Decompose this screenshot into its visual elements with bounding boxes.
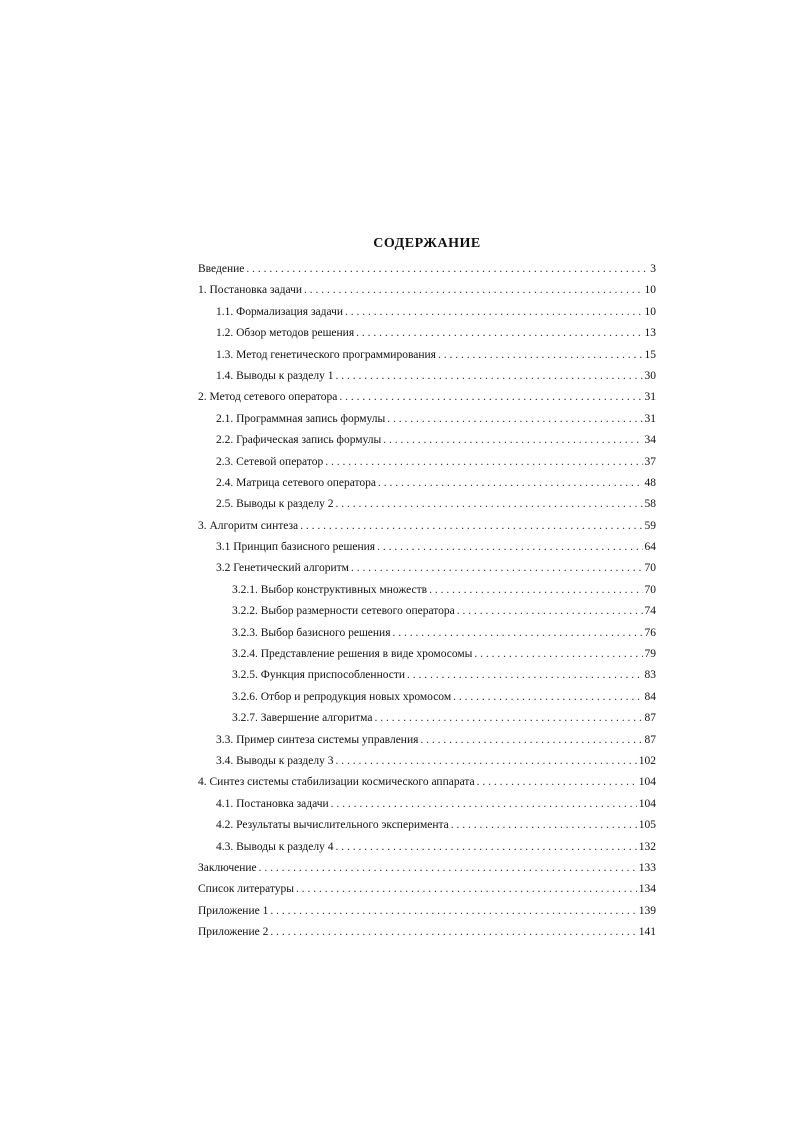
toc-dot-leader bbox=[331, 794, 637, 815]
toc-entry-label: 3.2.1. Выбор конструктивных множеств bbox=[232, 583, 428, 596]
toc-entry bbox=[198, 601, 656, 622]
toc-entry bbox=[198, 259, 656, 280]
toc-entry-page-number: 102 bbox=[638, 754, 656, 767]
toc-entry-page-number: 48 bbox=[644, 476, 656, 489]
toc-entry bbox=[198, 708, 656, 729]
toc-entry bbox=[198, 387, 656, 408]
toc-entry bbox=[198, 323, 656, 344]
toc-dot-leader bbox=[246, 259, 648, 280]
toc-entry-label: 3.4. Выводы к разделу 3 bbox=[216, 754, 334, 767]
toc-entry-page-number: 59 bbox=[644, 519, 656, 532]
toc-dot-leader bbox=[351, 558, 643, 579]
toc-entry-page-number: 104 bbox=[638, 776, 656, 789]
toc-dot-leader bbox=[474, 644, 642, 665]
toc-entry bbox=[198, 452, 656, 473]
toc-title: СОДЕРЖАНИЕ bbox=[373, 236, 481, 251]
toc-entry bbox=[198, 409, 656, 430]
toc-dot-leader bbox=[383, 430, 642, 451]
toc-entry bbox=[198, 815, 656, 836]
toc-dot-leader bbox=[374, 708, 642, 729]
toc-entry-page-number: 87 bbox=[644, 712, 656, 725]
toc-entry-page-number: 31 bbox=[644, 412, 656, 425]
toc-entry-page-number: 30 bbox=[644, 369, 656, 382]
toc-entry-label: Приложение 2 bbox=[198, 926, 269, 939]
toc-entry bbox=[198, 730, 656, 751]
toc-entry bbox=[198, 794, 656, 815]
toc-dot-leader bbox=[304, 280, 642, 301]
toc-dot-leader bbox=[335, 751, 636, 772]
toc-entry-page-number: 37 bbox=[644, 455, 656, 468]
toc-entry-page-number: 3 bbox=[650, 263, 656, 275]
toc-entry-label: 1.2. Обзор методов решения bbox=[216, 327, 355, 340]
toc-entry bbox=[198, 901, 656, 922]
toc-entry-page-number: 83 bbox=[644, 669, 656, 682]
toc-entry-page-number: 105 bbox=[638, 819, 656, 832]
toc-entry-page-number: 104 bbox=[638, 797, 656, 810]
toc-entry bbox=[198, 430, 656, 451]
toc-entry-page-number: 31 bbox=[644, 391, 656, 404]
toc-dot-leader bbox=[300, 516, 642, 537]
toc-entry bbox=[198, 665, 656, 686]
toc-entry bbox=[198, 537, 656, 558]
toc-entry-label: 3.2.3. Выбор базисного решения bbox=[232, 626, 391, 639]
toc-entry-label: Приложение 1 bbox=[198, 904, 269, 917]
toc-dot-leader bbox=[345, 302, 642, 323]
toc-entry-label: 2.2. Графическая запись формулы bbox=[216, 434, 382, 447]
toc-entry bbox=[198, 879, 656, 900]
toc-entry-label: 4.3. Выводы к разделу 4 bbox=[216, 840, 334, 853]
toc-dot-leader bbox=[393, 623, 643, 644]
toc-entry-page-number: 76 bbox=[644, 626, 656, 639]
toc-entry-label: 4. Синтез системы стабилизации космического аппарата bbox=[198, 776, 475, 789]
toc-entry-page-number: 133 bbox=[638, 861, 656, 874]
toc-dot-leader bbox=[457, 601, 643, 622]
toc-entry-label: 4.1. Постановка задачи bbox=[216, 797, 329, 810]
toc-entry bbox=[198, 516, 656, 537]
toc-entry-page-number: 64 bbox=[644, 541, 656, 554]
toc-entry-label: 3.1 Принцип базисного решения bbox=[216, 541, 376, 554]
toc-dot-leader bbox=[270, 901, 636, 922]
toc-entry bbox=[198, 558, 656, 579]
toc-entry-page-number: 79 bbox=[644, 648, 656, 661]
toc-entry bbox=[198, 473, 656, 494]
toc-entry-page-number: 70 bbox=[644, 583, 656, 596]
toc-dot-leader bbox=[377, 537, 642, 558]
toc-entry-page-number: 141 bbox=[638, 926, 656, 939]
toc-entry-label: 3.2.4. Представление решения в виде хромосомы bbox=[232, 648, 473, 661]
table-of-contents bbox=[198, 259, 656, 944]
toc-entry bbox=[198, 751, 656, 772]
toc-entry-page-number: 70 bbox=[644, 562, 656, 575]
toc-entry-label: 3.2.5. Функция приспособленности bbox=[232, 669, 406, 682]
toc-entry-label: 2.5. Выводы к разделу 2 bbox=[216, 498, 334, 511]
toc-dot-leader bbox=[270, 922, 636, 943]
toc-entry bbox=[198, 687, 656, 708]
toc-dot-leader bbox=[335, 494, 642, 515]
toc-entry-label: 3.2.6. Отбор и репродукция новых хромосом bbox=[232, 690, 452, 703]
toc-entry bbox=[198, 366, 656, 387]
toc-dot-leader bbox=[296, 879, 637, 900]
toc-entry-page-number: 58 bbox=[644, 498, 656, 511]
toc-dot-leader bbox=[356, 323, 642, 344]
toc-entry-page-number: 10 bbox=[644, 284, 656, 297]
toc-entry-page-number: 10 bbox=[644, 305, 656, 318]
toc-dot-leader bbox=[438, 345, 643, 366]
toc-dot-leader bbox=[420, 730, 642, 751]
toc-entry-label: 3.3. Пример синтеза системы управления bbox=[216, 733, 419, 746]
toc-dot-leader bbox=[407, 665, 642, 686]
toc-entry-page-number: 134 bbox=[638, 883, 656, 896]
toc-entry-label: 2.3. Сетевой оператор bbox=[216, 455, 324, 468]
toc-entry-label: 1.1. Формализация задачи bbox=[216, 305, 344, 318]
toc-entry-label: Заключение bbox=[198, 861, 257, 874]
toc-entry bbox=[198, 837, 656, 858]
toc-entry-page-number: 15 bbox=[644, 348, 656, 361]
toc-entry-page-number: 84 bbox=[644, 690, 656, 703]
toc-entry-page-number: 132 bbox=[638, 840, 656, 853]
toc-dot-leader bbox=[259, 858, 637, 879]
toc-dot-leader bbox=[429, 580, 642, 601]
toc-entry bbox=[198, 302, 656, 323]
toc-dot-leader bbox=[453, 687, 642, 708]
toc-entry-label: Список литературы bbox=[198, 883, 294, 896]
toc-entry-label: 2. Метод сетевого оператора bbox=[198, 391, 338, 404]
toc-entry-page-number: 139 bbox=[638, 904, 656, 917]
toc-entry bbox=[198, 345, 656, 366]
toc-entry bbox=[198, 644, 656, 665]
toc-entry-page-number: 13 bbox=[644, 327, 656, 340]
toc-dot-leader bbox=[325, 452, 642, 473]
toc-entry-label: 3.2.2. Выбор размерности сетевого оператора bbox=[232, 605, 455, 618]
toc-entry-label: 2.4. Матрица сетевого оператора bbox=[216, 476, 377, 489]
toc-entry-page-number: 74 bbox=[644, 605, 656, 618]
toc-entry-label: 3.2 Генетический алгоритм bbox=[216, 562, 349, 575]
toc-dot-leader bbox=[378, 473, 642, 494]
toc-dot-leader bbox=[339, 387, 642, 408]
toc-dot-leader bbox=[477, 772, 637, 793]
toc-entry-label: 1.3. Метод генетического программирования bbox=[216, 348, 436, 361]
toc-entry-label: 4.2. Результаты вычислительного эксперимента bbox=[216, 819, 449, 832]
toc-entry-page-number: 87 bbox=[644, 733, 656, 746]
toc-entry bbox=[198, 858, 656, 879]
toc-entry-label: 2.1. Программная запись формулы bbox=[216, 412, 386, 425]
toc-entry bbox=[198, 580, 656, 601]
toc-entry bbox=[198, 623, 656, 644]
toc-entry-label: 3. Алгоритм синтеза bbox=[198, 519, 299, 532]
toc-dot-leader bbox=[451, 815, 637, 836]
toc-entry-label: 3.2.7. Завершение алгоритма bbox=[232, 712, 373, 725]
toc-entry bbox=[198, 922, 656, 943]
toc-entry-label: 1. Постановка задачи bbox=[198, 284, 303, 297]
toc-dot-leader bbox=[335, 837, 636, 858]
toc-entry bbox=[198, 772, 656, 793]
toc-entry-page-number: 34 bbox=[644, 434, 656, 447]
toc-entry bbox=[198, 280, 656, 301]
toc-dot-leader bbox=[335, 366, 642, 387]
toc-entry bbox=[198, 494, 656, 515]
toc-entry-label: 1.4. Выводы к разделу 1 bbox=[216, 369, 334, 382]
toc-entry-label: Введение bbox=[198, 263, 245, 275]
toc-dot-leader bbox=[387, 409, 642, 430]
